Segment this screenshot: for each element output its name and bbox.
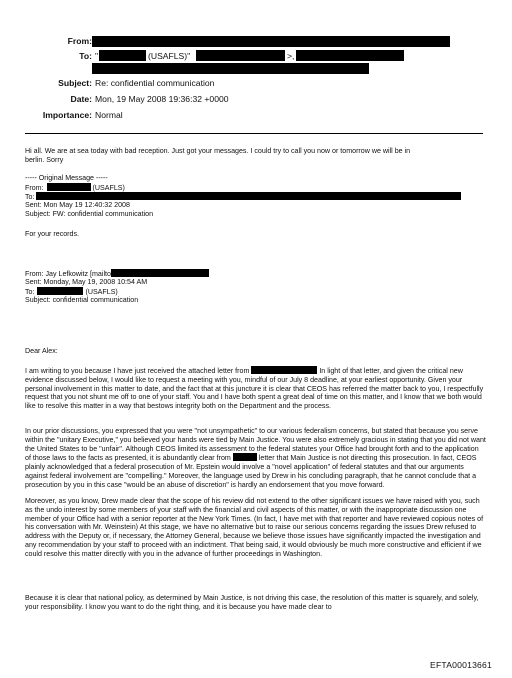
paragraph-4-text: Because it is clear that national policy, as determined by Main Justice, is not driving this case, the resolution of this matter is squarely, and solely, your responsibility. I know you want to do the right thing, and it is because you have made clear to	[25, 594, 479, 611]
to-label: To:	[79, 51, 92, 61]
forwarded-subject: Subject: confidential communication	[25, 296, 139, 304]
redaction-block	[196, 50, 285, 61]
date-label: Date:	[70, 94, 92, 104]
original-from-suffix: (USAFLS)	[92, 184, 125, 192]
to-quote: "	[95, 51, 99, 61]
forwarded-sent: Sent: Monday, May 19, 2008 10:54 AM	[25, 278, 148, 286]
letter-paragraph-3	[25, 497, 486, 558]
reply-line-1: Hi all. We are at sea today with bad reception. Just got your messages. I could try to call you now or tomorrow we will be in	[25, 147, 411, 155]
importance-label: Importance:	[42, 110, 92, 120]
redaction-block	[37, 287, 83, 295]
paragraph-2-start: In our prior discussions, you expressed that you were "not unsympathetic" to our various federalism concerns, but stated that because you serve within the "unitary Executive," you believed your hands were tied by Main Justice. You were also extremely gracious in stating that you did not want the United States to be "unfair". Although CEOS limited its assessment to the federal statutes your Office had brought forth and to the application of those laws to the facts as presented, it is abundantly clear from	[25, 427, 486, 463]
original-to-label: To:	[25, 193, 35, 201]
to-bracket: >,	[287, 51, 295, 61]
from-label: From:	[67, 36, 92, 46]
redaction-block	[251, 366, 317, 374]
letter-paragraph-4	[25, 594, 486, 612]
letter-salutation: Dear Alex:	[25, 347, 58, 355]
redaction-block	[99, 50, 146, 61]
letter-paragraph-1	[25, 366, 486, 411]
redaction-block	[36, 192, 461, 200]
subject-value: Re: confidential communication	[95, 78, 215, 88]
document-id: EFTA00013661	[430, 660, 492, 670]
forwarded-to-label: To:	[25, 288, 35, 296]
paragraph-1-rest: In light of that letter, and given the critical new evidence discussed below, I would like to request a meeting with you, mindful of our July 8 deadline, at your earliest opportunity. Given your personal involvement in this matter to date, and the fact that at this juncture it is clear that CEOS has referred the matter back to you, I respectfully request that you not shunt me off to one of your staff. You and I have both spent a great deal of time on this matter, and I know that we both would like to resolve this matter in a way that bestows integrity both on the Department and the process.	[25, 367, 484, 410]
redaction-block	[92, 36, 450, 47]
forwarded-to-suffix: (USAFLS)	[85, 288, 118, 296]
forwarded-from-text: From: Jay Lefkowitz [mailto	[25, 270, 111, 278]
paragraph-2-rest: letter that Main Justice is not directing this prosecution. In fact, CEOS plainly acknowledged that a federal prosecution of Mr. Epstein would involve a "novel application" of federal statutes and that our arguments against federal involvement are "compelling." Moreover, the language used by Drew in his concluding paragraph, that he cannot conclude that a prosecution by you in this case "would be an abuse of discretion" is hardly an endorsement that you move forward.	[25, 454, 477, 489]
paragraph-3-text: Moreover, as you know, Drew made clear that the scope of his review did not extend to the other significant issues we have raised with you, such as the undo interest by some members of your staff with the financial and civil aspects of this matter, or with the inappropriate discussion one member of your Office had with a senior reporter at the New York Times. (In fact, I have met with that reporter and have reviewed copious notes of his conversation with Mr. Weinstein) At this stage, we have no alternative but to raise our serious concerns regarding the issues Drew refused to address with the Deputy or, if necessary, the Attorney General, because we believe those issues have significantly impacted the investigation and any recommendation by your staff to proceed with an indictment. That being said, it would obviously be much more constructive and efficient if we could resolve this matter directly with you in the advance of further proceedings in Washington.	[25, 497, 484, 558]
redaction-block	[296, 50, 404, 61]
subject-label: Subject:	[58, 78, 92, 88]
redaction-block	[111, 269, 209, 277]
letter-paragraph-2	[25, 427, 486, 489]
original-sent: Sent: Mon May 19 12:40:32 2008	[25, 201, 130, 209]
redaction-block	[92, 63, 369, 74]
header-divider	[25, 133, 483, 134]
to-usafls: (USAFLS)"	[148, 51, 191, 61]
redaction-block	[47, 183, 91, 191]
original-subject: Subject: FW: confidential communication	[25, 210, 154, 218]
reply-line-2: berlin. Sorry	[25, 156, 64, 164]
redaction-block	[233, 453, 257, 461]
date-value: Mon, 19 May 2008 19:36:32 +0000	[95, 94, 229, 104]
original-records-note: For your records.	[25, 230, 80, 238]
importance-value: Normal	[95, 110, 123, 120]
original-from-label: From:	[25, 184, 44, 192]
original-message-marker: ----- Original Message -----	[25, 174, 108, 182]
paragraph-1-start: I am writing to you because I have just received the attached letter from	[25, 367, 250, 375]
